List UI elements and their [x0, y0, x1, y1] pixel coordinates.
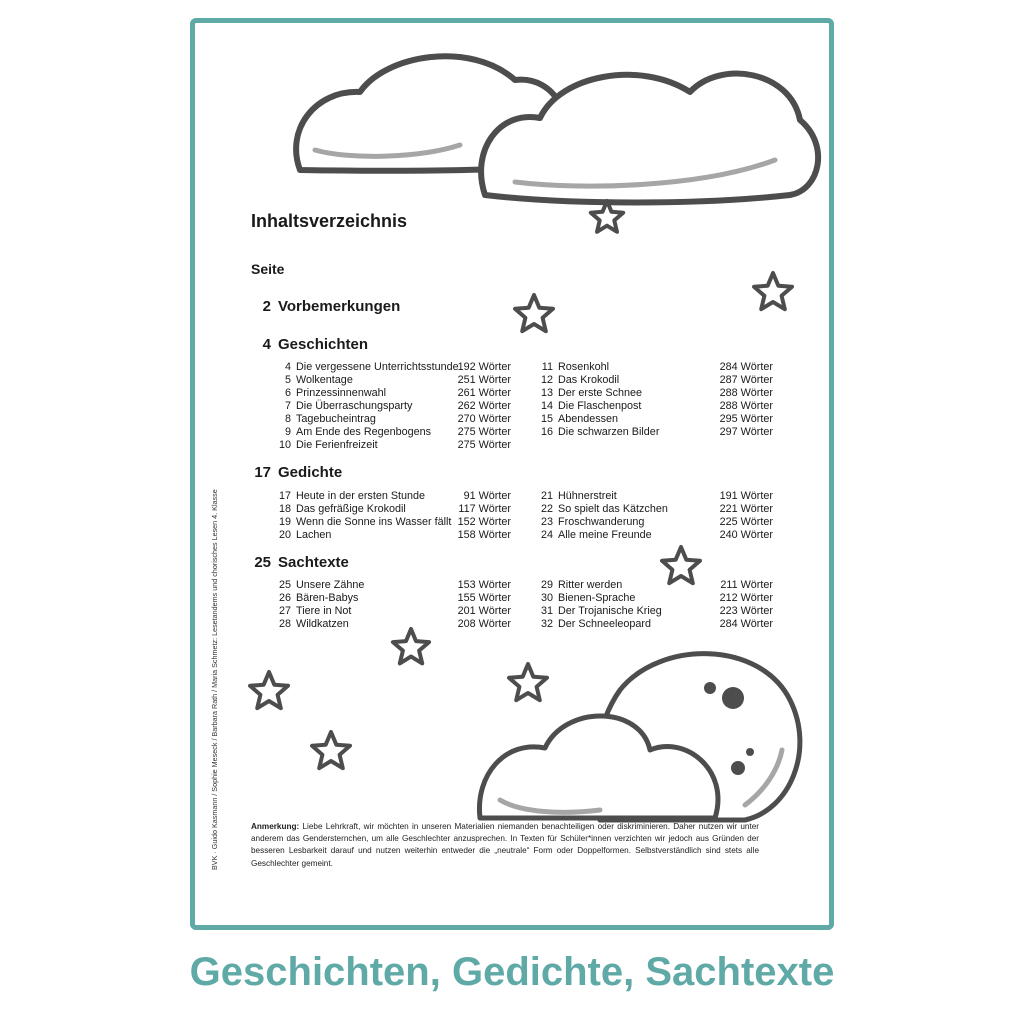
section-heading	[251, 554, 349, 571]
entry-word-count: 284 Wörter	[719, 361, 773, 373]
entry-word-count: 211 Wörter	[720, 579, 773, 591]
entry-list	[535, 490, 773, 542]
section-page: 25	[254, 554, 271, 571]
caption: Geschichten, Gedichte, Sachtexte	[189, 950, 835, 994]
entry-title: Der erste Schnee	[558, 387, 643, 399]
entry-word-count: 251 Wörter	[457, 374, 511, 386]
section-heading	[251, 464, 342, 481]
entry-page: 28	[278, 618, 291, 630]
entry-title: Wolkentage	[296, 374, 353, 386]
toc-entry	[535, 516, 773, 529]
entry-word-count: 191 Wörter	[719, 490, 773, 502]
entry-word-count: 270 Wörter	[457, 413, 511, 425]
entry-word-count: 208 Wörter	[457, 618, 511, 630]
entry-page: 18	[278, 503, 291, 515]
entry-page: 12	[540, 374, 553, 386]
entry-page: 8	[284, 413, 291, 425]
entry-page: 6	[284, 387, 291, 399]
entry-page: 26	[278, 592, 291, 604]
toc-entry	[273, 400, 511, 413]
toc-entry	[273, 374, 511, 387]
toc-entry	[273, 490, 511, 503]
entry-page: 16	[540, 426, 553, 438]
toc-entry	[273, 413, 511, 426]
entry-word-count: 221 Wörter	[719, 503, 773, 515]
entry-page: 15	[540, 413, 553, 425]
entry-title: So spielt das Kätzchen	[558, 503, 668, 515]
entry-title: Die Überraschungsparty	[296, 400, 413, 412]
entry-title: Die schwarzen Bilder	[558, 426, 660, 438]
entry-title: Bienen-Sprache	[558, 592, 636, 604]
entry-page: 21	[540, 490, 553, 502]
section-page: 4	[262, 336, 271, 353]
entry-title: Alle meine Freunde	[558, 529, 652, 541]
note-label: Anmerkung:	[251, 822, 300, 831]
toc-entry	[535, 592, 773, 605]
entry-page: 32	[540, 618, 553, 630]
entry-title: Prinzessinnenwahl	[296, 387, 387, 399]
entry-word-count: 240 Wörter	[719, 529, 773, 541]
entry-page: 29	[540, 579, 553, 591]
toc-entry	[273, 516, 511, 529]
entry-word-count: 288 Wörter	[719, 387, 773, 399]
entry-title: Das gefräßige Krokodil	[296, 503, 406, 515]
entry-word-count: 284 Wörter	[719, 618, 773, 630]
toc-entry	[535, 490, 773, 503]
entry-title: Der Trojanische Krieg	[558, 605, 662, 617]
toc-entry	[535, 503, 773, 516]
note	[251, 821, 759, 870]
entry-page: 22	[540, 503, 553, 515]
toc-entry	[273, 426, 511, 439]
page-title: Inhaltsverzeichnis	[251, 211, 408, 231]
entry-page: 7	[284, 400, 291, 412]
section-heading	[251, 298, 400, 315]
entry-word-count: 287 Wörter	[719, 374, 773, 386]
entry-title: Abendessen	[558, 413, 619, 425]
entry-list	[273, 579, 511, 631]
entry-title: Bären-Babys	[296, 592, 359, 604]
entry-page: 19	[278, 516, 291, 528]
toc-entry	[273, 592, 511, 605]
toc-entry	[535, 374, 773, 387]
section-heading	[251, 336, 368, 353]
section-title: Geschichten	[278, 336, 369, 353]
entry-page: 9	[284, 426, 291, 438]
entry-page: 27	[278, 605, 291, 617]
toc-entry	[535, 400, 773, 413]
toc-entry	[273, 618, 511, 631]
entry-word-count: 223 Wörter	[719, 605, 773, 617]
toc-entry	[535, 413, 773, 426]
entry-word-count: 155 Wörter	[457, 592, 511, 604]
toc-entry	[535, 529, 773, 542]
entry-word-count: 288 Wörter	[719, 400, 773, 412]
entry-page: 4	[284, 361, 291, 373]
side-credit: BVK · Guido Kasmann / Sophie Meseck / Barbara Rath / Maria Schmetz: Lesetandems und chorisches Lesen 4. Klasse	[210, 489, 219, 870]
entry-title: Die Ferienfreizeit	[296, 439, 378, 451]
toc-entry	[273, 579, 511, 592]
toc-entry	[535, 426, 773, 439]
section-title: Vorbemerkungen	[278, 298, 401, 315]
entry-page: 31	[540, 605, 553, 617]
entry-page: 30	[540, 592, 553, 604]
entry-word-count: 153 Wörter	[457, 579, 511, 591]
entry-page: 23	[540, 516, 553, 528]
entry-word-count: 261 Wörter	[457, 387, 511, 399]
entry-title: Rosenkohl	[558, 361, 610, 373]
entry-list	[273, 361, 511, 452]
entry-title: Heute in der ersten Stunde	[296, 490, 426, 502]
entry-page: 25	[278, 579, 291, 591]
entry-page: 14	[540, 400, 553, 412]
entry-title: Ritter werden	[558, 579, 623, 591]
entry-title: Wildkatzen	[296, 618, 349, 630]
toc-entry	[273, 529, 511, 542]
entry-title: Wenn die Sonne ins Wasser fällt	[296, 516, 452, 528]
section-page: 17	[254, 464, 271, 481]
entry-title: Tagebucheintrag	[296, 413, 376, 425]
entry-title: Tiere in Not	[296, 605, 352, 617]
section-title: Sachtexte	[278, 554, 349, 571]
entry-word-count: 192 Wörter	[457, 361, 511, 373]
entry-title: Lachen	[296, 529, 332, 541]
entry-word-count: 275 Wörter	[457, 439, 511, 451]
entry-page: 10	[278, 439, 291, 451]
entry-page: 17	[278, 490, 291, 502]
section-page: 2	[262, 298, 271, 315]
entry-page: 24	[540, 529, 553, 541]
entry-title: Unsere Zähne	[296, 579, 365, 591]
entry-word-count: 275 Wörter	[457, 426, 511, 438]
page-column-label: Seite	[251, 261, 285, 277]
entry-word-count: 262 Wörter	[457, 400, 511, 412]
entry-word-count: 152 Wörter	[457, 516, 511, 528]
toc-entry	[273, 605, 511, 618]
entry-title: Am Ende des Regenbogens	[296, 426, 432, 438]
toc-entry	[273, 503, 511, 516]
entry-title: Der Schneeleopard	[558, 618, 652, 630]
toc-entry	[535, 605, 773, 618]
entry-page: 11	[541, 361, 553, 373]
section-title: Gedichte	[278, 464, 343, 481]
entry-page: 20	[278, 529, 291, 541]
toc-entry	[535, 387, 773, 400]
entry-title: Das Krokodil	[558, 374, 620, 386]
entry-word-count: 212 Wörter	[719, 592, 773, 604]
entry-word-count: 91 Wörter	[463, 490, 511, 502]
entry-list	[273, 490, 511, 542]
entry-page: 13	[540, 387, 553, 399]
entry-word-count: 225 Wörter	[719, 516, 773, 528]
entry-word-count: 201 Wörter	[457, 605, 511, 617]
toc-entry	[273, 387, 511, 400]
entry-title: Die vergessene Unterrichtsstunde	[296, 361, 459, 373]
toc-entry	[273, 439, 511, 452]
note-text: Liebe Lehrkraft, wir möchten in unseren Materialien niemanden benachteiligen oder diskriminieren. Daher nutzen wir unter anderem das Gendersternchen, um alle Geschlechter anzusprechen. In Texten für Schüler*innen verzichten wir jedoch aus Gründen der besseren Lesbarkeit darauf und nutzen weiterhin entweder die „neutrale“ Form oder Doppelformen. Selbstverständlich sind stets alle Geschlechter gemeint.	[251, 822, 759, 868]
entry-title: Hühnerstreit	[558, 490, 617, 502]
toc-entry	[273, 361, 511, 374]
entry-title: Die Flaschenpost	[558, 400, 642, 412]
entry-word-count: 158 Wörter	[457, 529, 511, 541]
entry-page: 5	[284, 374, 291, 386]
toc-entry	[535, 361, 773, 374]
entry-word-count: 117 Wörter	[458, 503, 511, 515]
entry-list	[535, 579, 773, 631]
toc-entry	[535, 618, 773, 631]
entry-word-count: 295 Wörter	[719, 413, 773, 425]
toc-entry	[535, 579, 773, 592]
entry-word-count: 297 Wörter	[719, 426, 773, 438]
entry-title: Froschwanderung	[558, 516, 645, 528]
entry-list	[535, 361, 773, 439]
